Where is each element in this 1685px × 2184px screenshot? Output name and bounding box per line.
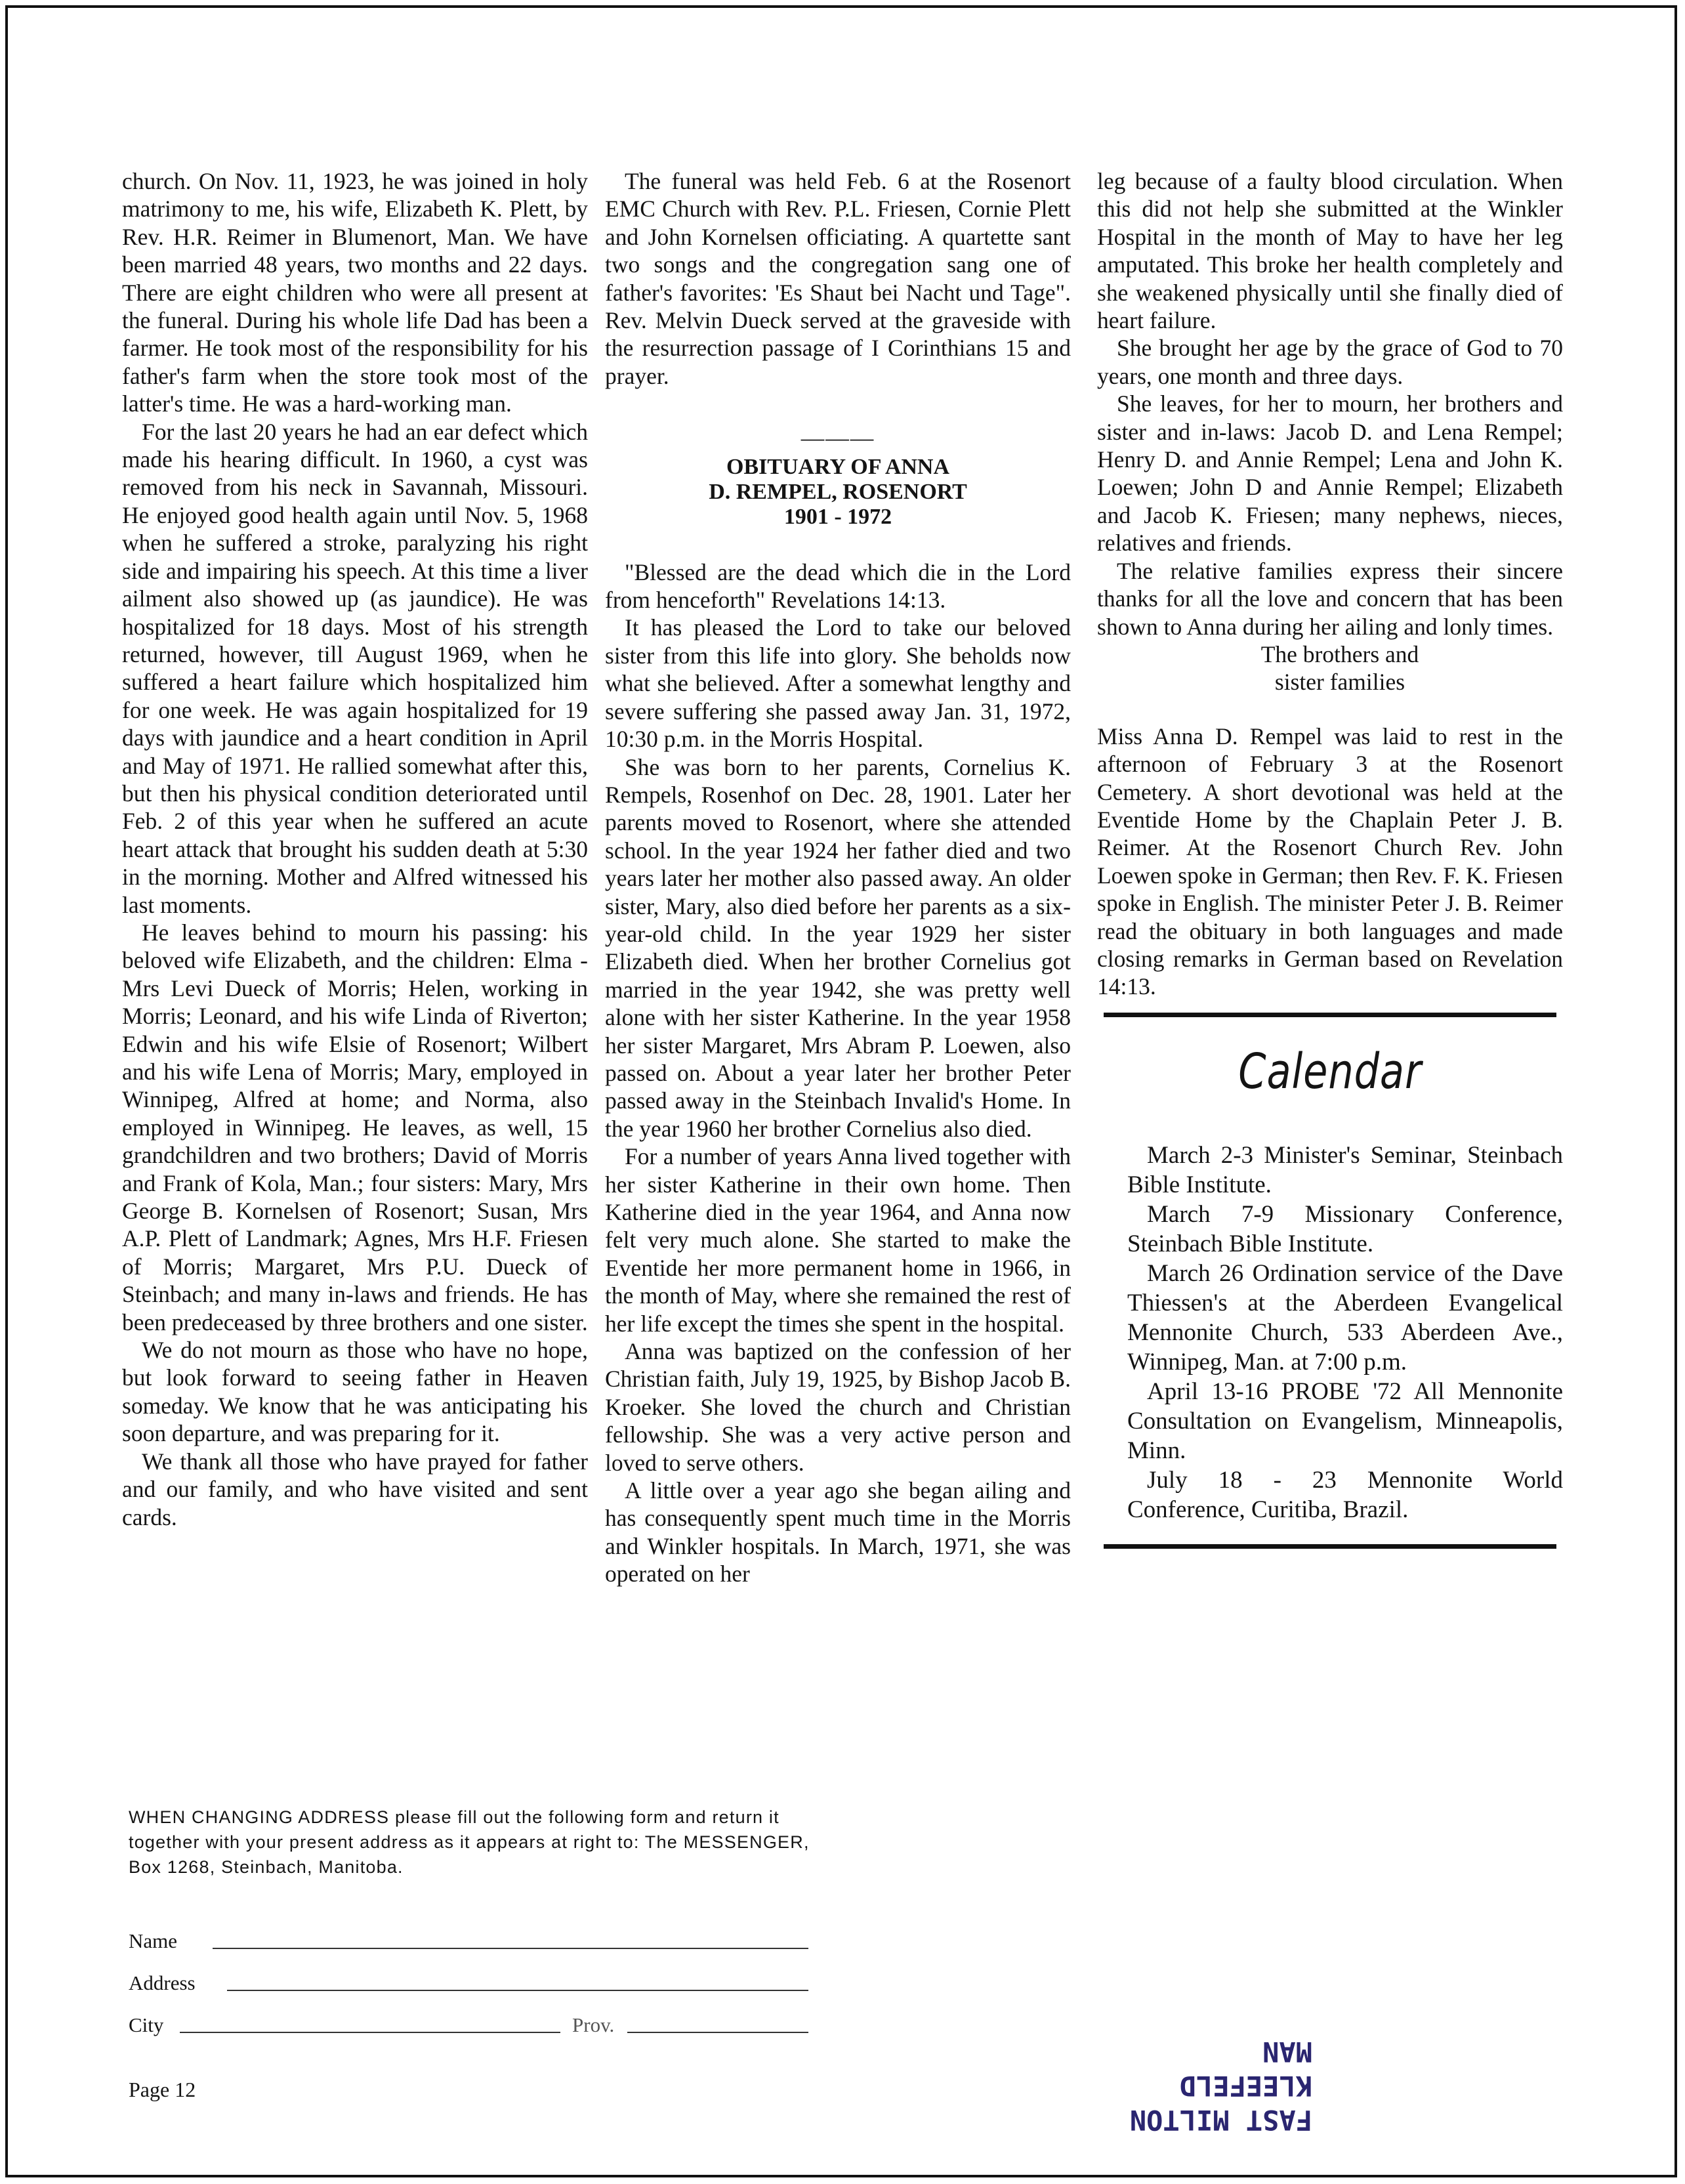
paragraph: A little over a year ago she began ailing and has consequently spent much time in the Morris and Winkler hospitals. In March, 1971, she was operated on her: [605, 1477, 1071, 1587]
prov-label: Prov.: [572, 2013, 615, 2036]
paragraph: "Blessed are the dead which die in the Lord from henceforth" Revelations 14:13.: [605, 558, 1071, 614]
paragraph: The relative families express their sincere thanks for all the love and concern that has been shown to Anna during her ailing and lonly times.: [1097, 557, 1563, 640]
burial-paragraph: Miss Anna D. Rempel was laid to rest in the afternoon of February 3 at the Rosenort Cemetery. A short devotional was held at the Eventide Home by the Chaplain Peter J. B. Reimer. At the Rosenort Church Rev. John Loewen spoke in German; then Rev. F. K. Friesen spoke in English. The minister Peter J. B. Reimer read the obituary in both languages and made closing remarks in German based on Revelation 14:13.: [1097, 723, 1563, 1000]
signature-line: The brothers and: [1260, 640, 1419, 667]
city-label: City: [129, 2013, 164, 2036]
paragraph: She was born to her parents, Cornelius K. Rempels, Rosenhof on Dec. 28, 1901. Later her parents moved to Rosenort, where she attended school. In the year 1924 her father died and two years later her mother also passed away. An older sister, Mary, also died before her parents as a six-year-old child. In the year 1929 her sister Elizabeth died. When her brother Cornelius got married in the year 1942, she was pretty well alone with her sister Katherine. In the year 1958 her sister Margaret, Mrs Abram P. Loewen, also passed on. About a year later her brother Peter passed away in the Steinbach Invalid's Home. In the year 1960 her brother Cornelius also died.: [605, 753, 1071, 1142]
paragraph: For a number of years Anna lived together with her sister Katherine in their own home. Then Katherine died in the year 1964, and Anna now felt very much alone. She started to make the Eventide her more permanent home in 1966, in the month of May, where she remained the rest of her life except the times she spent in the hospital.: [605, 1143, 1071, 1337]
address-change-form: [129, 1805, 824, 1880]
obituary-column-3: [1097, 167, 1563, 1549]
obituary-column-1: [122, 167, 588, 1531]
paragraph: It has pleased the Lord to take our beloved sister from this life into glory. She beholds now what she believed. After a somewhat lengthy and severe suffering she passed away Jan. 31, 1972, 10:30 p.m. in the Morris Hospital.: [605, 614, 1071, 753]
address-field[interactable]: [129, 1971, 811, 1995]
calendar-item: March 2-3 Minister's Seminar, Steinbach Bible Institute.: [1127, 1141, 1563, 1198]
stamp-line: FAST MILTON: [1129, 2104, 1312, 2136]
paragraph: Anna was baptized on the confession of her Christian faith, July 19, 1925, by Bishop Jacob B. Kroeker. She loved the church and Christian fellowship. She was a very active person and loved to serve others.: [605, 1338, 1071, 1476]
calendar-item: July 18 - 23 Mennonite World Conference, Curitiba, Brazil.: [1127, 1466, 1563, 1523]
name-field[interactable]: [129, 1929, 811, 1953]
paragraph: leg because of a faulty blood circulation. When this did not help she submitted at the Winkler Hospital in the month of May to have her leg amputated. This broke her health completely and she weakened physically until she finally died of heart failure.: [1097, 168, 1563, 334]
address-line[interactable]: [227, 1990, 808, 1991]
paragraph: He leaves behind to mourn his passing: his beloved wife Elizabeth, and the children: Elma - Mrs Levi Dueck of Morris; Helen, working in Morris; Leonard, and his wife Linda of Riverton; Edwin and his wife Elsie of Rosenort; Wilbert and his wife Lena of Morris; Mary, employed in Winnipeg, Alfred at home; and Norma, also employed in Winnipeg. He leaves, as well, 15 grandchildren and two brothers; David of Morris and Frank of Kola, Man.; four sisters: Mary, Mrs George B. Kornelsen of Rosenort; Susan, Mrs A.P. Plett of Landmark; Agnes, Mrs H.F. Friesen of Morris; Margaret, Mrs P.U. Dueck of Steinbach; and many in-laws and friends. He has been predeceased by three brothers and one sister.: [122, 919, 588, 1335]
calendar-item: March 7-9 Missionary Conference, Steinbach Bible Institute.: [1127, 1200, 1563, 1257]
signature-line: sister families: [1274, 669, 1405, 696]
calendar-title: Calendar: [1238, 1043, 1422, 1100]
calendar-item: April 13-16 PROBE '72 All Mennonite Consultation on Evangelism, Minneapolis, Minn.: [1127, 1377, 1563, 1464]
address-label: Address: [129, 1971, 196, 1994]
city-field[interactable]: [129, 2013, 811, 2037]
paragraph: For the last 20 years he had an ear defect which made his hearing difficult. In 1960, a cyst was removed from his neck in Savannah, Missouri. He enjoyed good health again until Nov. 5, 1968 when he suffered a stroke, paralyzing his right side and impairing his speech. At this time a liver ailment also showed up (as jaundice). He was hospitalized for 18 days. Most of his strength returned, however, till August 1969, when he suffered a heart failure which hospitalized him for one week. He was again hospitalized for 19 days with jaundice and a heart condition in April and May of 1971. He rallied somewhat after this, but then his physical condition deteriorated until Feb. 2 of this year when he suffered an acute heart attack that brought his sudden death at 5:30 in the morning. Mother and Alfred witnessed his last moments.: [122, 418, 588, 918]
paragraph: church. On Nov. 11, 1923, he was joined in holy matrimony to me, his wife, Elizabeth K. Plett, by Rev. H.R. Reimer in Blumenort, Man. We have been married 48 years, two months and 22 days. There are eight children who were all present at the funeral. During his whole life Dad has been a farmer. He took most of the responsibility for his father's farm when the store took most of the latter's time. He was a hard-working man.: [122, 168, 588, 417]
obituary-title-line: OBITUARY OF ANNA: [726, 454, 950, 479]
divider: [1104, 1013, 1556, 1017]
separator: ———: [801, 425, 875, 452]
name-label: Name: [129, 1929, 178, 1952]
paragraph: She leaves, for her to mourn, her brothers and sister and in-laws: Jacob D. and Lena Rempel; Henry D. and Annie Rempel; Lena and John K. Loewen; John D and Annie Rempel; Elizabeth and Jacob K. Friesen; many nephews, nieces, relatives and friends.: [1097, 390, 1563, 556]
divider: [1104, 1544, 1556, 1549]
form-instructions: WHEN CHANGING ADDRESS please fill out the following form and return it together with your present address as it appears at right to: The MESSENGER, Box 1268, Steinbach, Manitoba.: [129, 1807, 810, 1877]
stamp-line: KLEEFELD MAN: [1179, 2036, 1312, 2102]
obituary-dates: 1901 - 1972: [783, 504, 892, 529]
city-line[interactable]: [180, 2032, 560, 2033]
paragraph: She brought her age by the grace of God to 70 years, one month and three days.: [1097, 335, 1563, 389]
obituary-column-2: [605, 167, 1071, 1588]
prov-line[interactable]: [627, 2032, 808, 2033]
name-line[interactable]: [213, 1948, 808, 1949]
address-stamp: [1115, 2034, 1312, 2137]
page-number: Page 12: [129, 2078, 196, 2101]
paragraph: We thank all those who have prayed for father and our family, and who have visited and sent cards.: [122, 1448, 588, 1530]
funeral-paragraph: The funeral was held Feb. 6 at the Rosenort EMC Church with Rev. P.L. Friesen, Cornie Plett and John Kornelsen officiating. A quartette sant two songs and the congregation sang one of father's favorites: 'Es Shaut bei Nacht und Tage". Rev. Melvin Dueck served at the graveside with the resurrection passage of I Corinthians 15 and prayer.: [605, 168, 1071, 389]
calendar-item: March 26 Ordination service of the Dave Thiessen's at the Aberdeen Evangelical Mennonite Church, 533 Aberdeen Ave., Winnipeg, Man. at 7:00 p.m.: [1127, 1259, 1563, 1376]
obituary-title-line: D. REMPEL, ROSENORT: [709, 479, 967, 504]
obituary-title: [605, 455, 1071, 530]
paragraph: We do not mourn as those who have no hope, but look forward to seeing father in Heaven someday. We know that he was anticipating his soon departure, and was preparing for it.: [122, 1337, 588, 1447]
